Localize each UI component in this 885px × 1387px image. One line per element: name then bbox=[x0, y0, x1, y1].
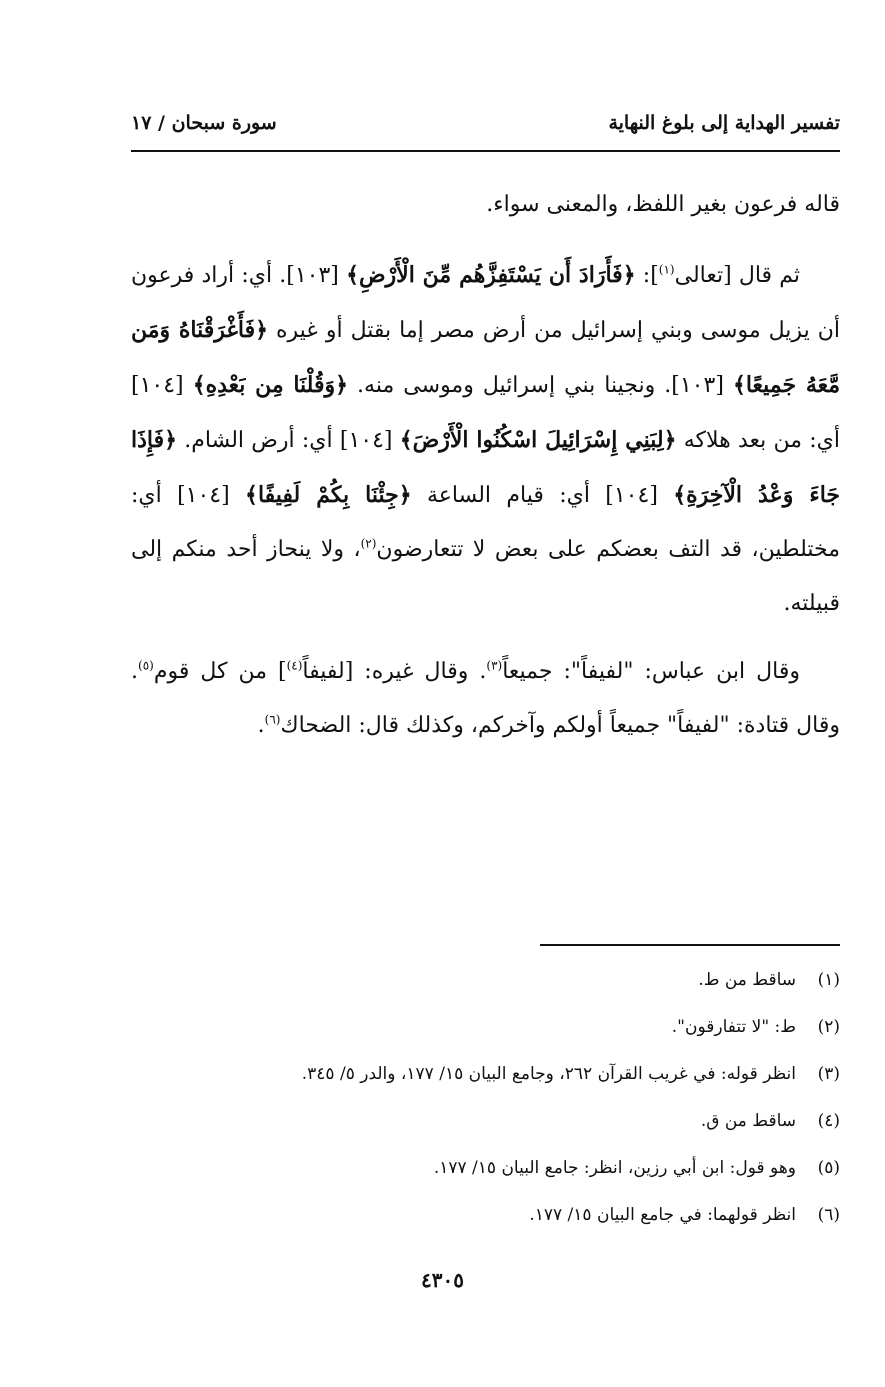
footnote-ref[interactable]: (٥) bbox=[138, 658, 154, 673]
page-header bbox=[131, 112, 840, 146]
footnote-text: ساقط من ق. bbox=[700, 1111, 796, 1131]
text-segment: . bbox=[257, 713, 265, 738]
footnote-6 bbox=[131, 1205, 840, 1252]
text-segment: . وقال قتادة: "لفيفاً" جميعاً أولكم وآخركم، وكذلك قال: الضحاك bbox=[131, 659, 840, 738]
footnote-divider bbox=[540, 944, 840, 946]
quran-quote: ﴿فَأَغْرَقْنَاهُ وَمَن مَّعَهُ جَمِيعًا﴾ bbox=[131, 317, 841, 398]
footnote-text: وهو قول: ابن أبي رزين، انظر: جامع البيان ١٥/ ١٧٧. bbox=[433, 1158, 796, 1178]
text-segment: [١٠٤] أي: أرض الشام. bbox=[177, 428, 400, 453]
footnote-number: (٥) bbox=[817, 1158, 840, 1178]
text-segment: [١٠٤] أي: مختلطين، قد التف بعضكم على بعض لا تتعارضون bbox=[131, 483, 840, 562]
text-segment: [١٠٤] أي: من بعد هلاكه bbox=[131, 373, 840, 453]
text-segment: [١٠٣]. ونجينا بني إسرائيل وموسى منه. bbox=[348, 373, 733, 398]
quran-quote: ﴿فَإِذَا جَاءَ وَعْدُ الْآخِرَةِ﴾ bbox=[131, 427, 840, 508]
footnote-text: انظر قوله: في غريب القرآن ٢٦٢، وجامع البيان ١٥/ ١٧٧، والدر ٥/ ٣٤٥. bbox=[301, 1064, 796, 1084]
text-segment: ] من كل قوم bbox=[153, 659, 287, 684]
text-segment: [١٠٣]. أي: أراد فرعون أن يزيل موسى وبني إسرائيل من أرض مصر إما بقتل أو غيره bbox=[131, 263, 840, 343]
text-segment: . وقال غيره: [لفيفاً bbox=[302, 659, 487, 684]
footnote-number: (٤) bbox=[817, 1111, 840, 1131]
paragraph-1: قاله فرعون بغير اللفظ، والمعنى سواء. bbox=[486, 192, 840, 217]
footnote-3 bbox=[131, 1064, 840, 1111]
paragraph-2 bbox=[131, 248, 840, 631]
quran-quote: ﴿فَأَرَادَ أَن يَسْتَفِزَّهُم مِّنَ الْأَرْضِ﴾ bbox=[346, 262, 636, 288]
paragraph-3 bbox=[131, 645, 840, 753]
footnote-2 bbox=[131, 1017, 840, 1064]
footnotes bbox=[131, 970, 840, 1252]
text-segment: وقال ابن عباس: "لفيفاً": جميعاً bbox=[502, 659, 800, 684]
page-number: ٤٣٠٥ bbox=[421, 1268, 464, 1292]
header-divider bbox=[131, 150, 840, 152]
footnote-number: (٢) bbox=[817, 1017, 840, 1037]
footnote-text: انظر قولهما: في جامع البيان ١٥/ ١٧٧. bbox=[529, 1205, 796, 1225]
footnote-ref[interactable]: (٢) bbox=[360, 536, 377, 551]
footnote-ref[interactable]: (١) bbox=[658, 262, 675, 277]
footnote-number: (٣) bbox=[817, 1064, 840, 1084]
footnote-ref[interactable]: (٤) bbox=[286, 658, 303, 673]
footnote-number: (٦) bbox=[817, 1205, 840, 1225]
footnote-text: ط: "لا تتفارقون". bbox=[671, 1017, 796, 1037]
footnote-number: (١) bbox=[817, 970, 840, 990]
book-title: تفسير الهداية إلى بلوغ النهاية bbox=[608, 112, 840, 134]
footnote-5 bbox=[131, 1158, 840, 1205]
text-segment: ]: bbox=[635, 263, 659, 288]
text-segment: [١٠٤] أي: قيام الساعة bbox=[411, 483, 674, 508]
footnote-text: ساقط من ط. bbox=[698, 970, 796, 990]
surah-title: سورة سبحان / ١٧ bbox=[131, 112, 277, 134]
quran-quote: ﴿جِئْنَا بِكُمْ لَفِيفًا﴾ bbox=[245, 482, 412, 508]
footnote-4 bbox=[131, 1111, 840, 1158]
main-text bbox=[131, 178, 840, 753]
text-segment: ، ولا ينحاز أحد منكم إلى قبيلته. bbox=[131, 537, 840, 616]
footnote-1 bbox=[131, 970, 840, 1017]
quran-quote: ﴿لِبَنِي إِسْرَائِيلَ اسْكُنُوا الْأَرْضَ﴾ bbox=[399, 427, 677, 453]
quran-quote: ﴿وَقُلْنَا مِن بَعْدِهِ﴾ bbox=[192, 372, 348, 398]
footnote-ref[interactable]: (٦) bbox=[264, 712, 281, 727]
text-segment: ثم قال [تعالى bbox=[674, 263, 801, 288]
footnote-ref[interactable]: (٣) bbox=[486, 658, 503, 673]
